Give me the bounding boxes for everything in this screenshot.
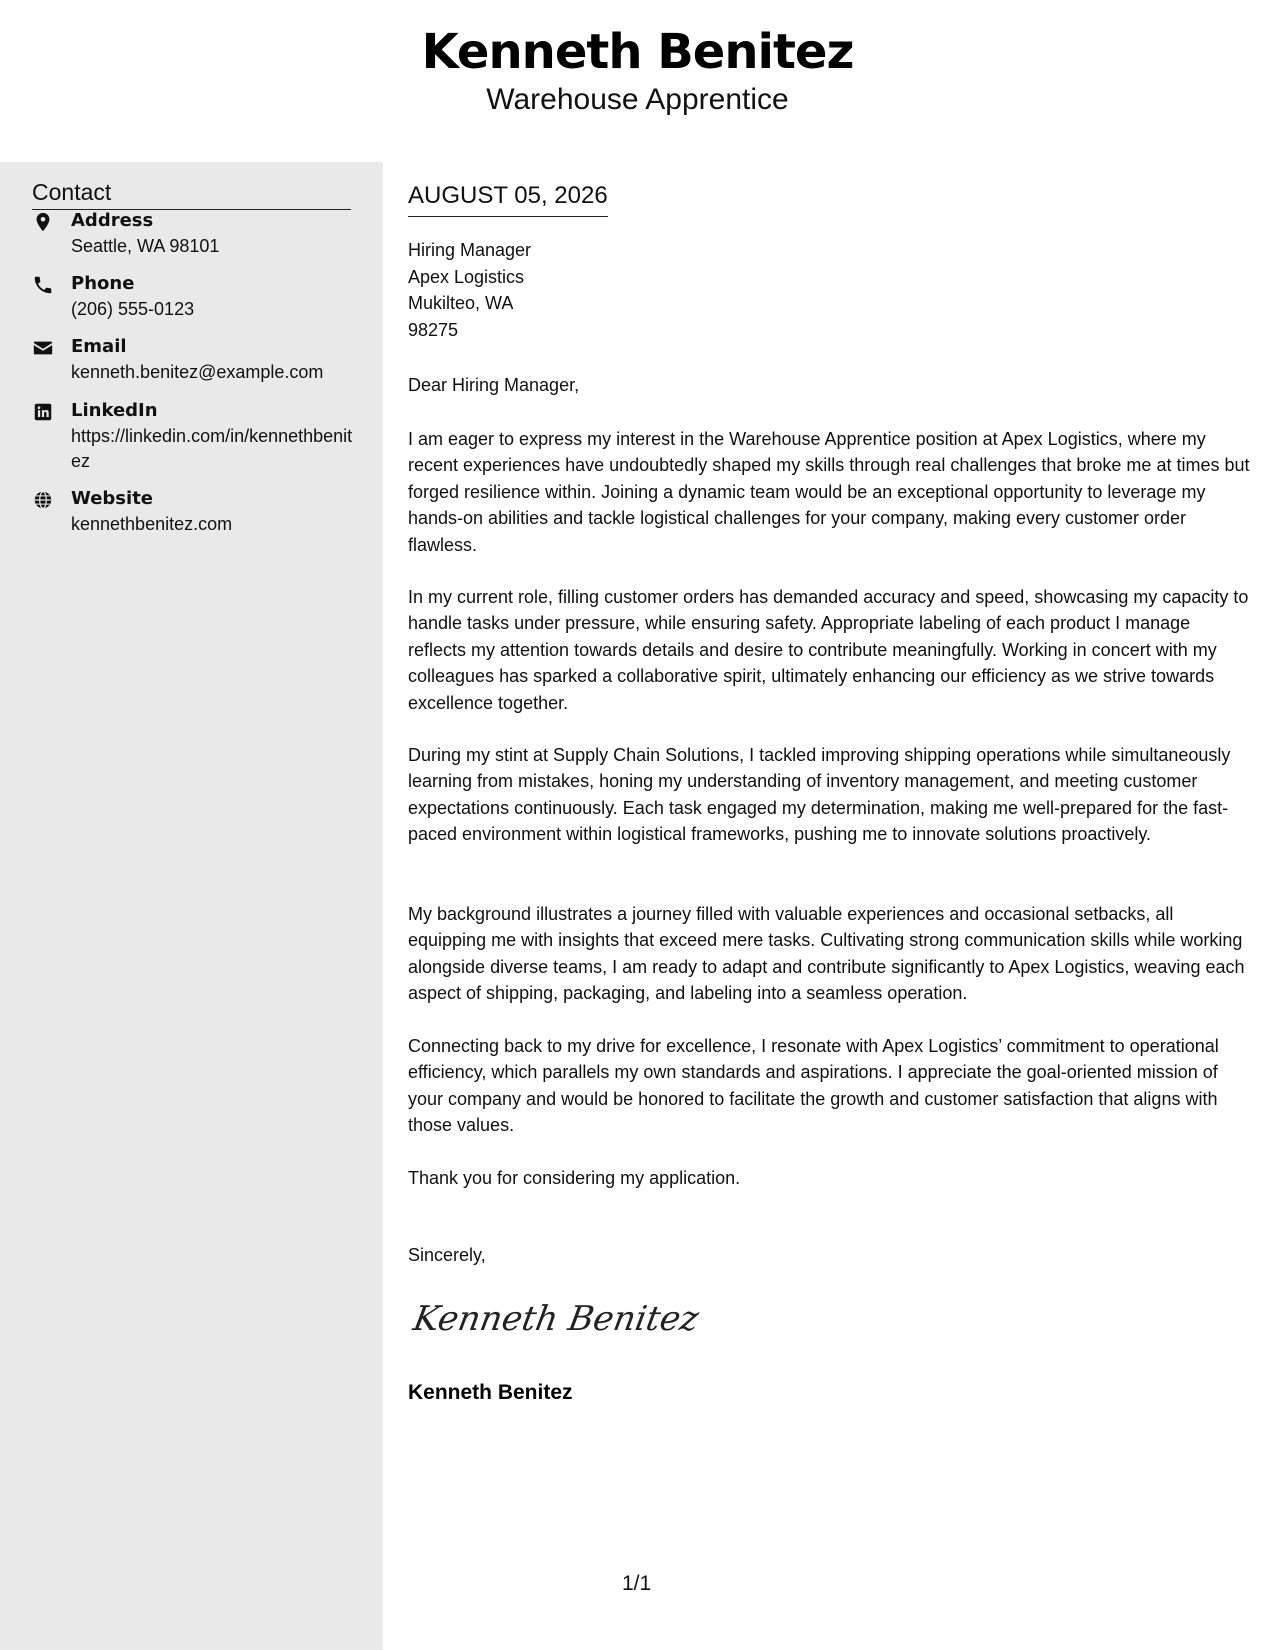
contact-value: kennethbenitez.com	[71, 514, 233, 534]
closing: Sincerely,	[408, 1245, 486, 1265]
contact-value: https://linkedin.com/in/kennethbenitez	[71, 426, 353, 471]
recipient-line: 98275	[408, 319, 459, 340]
contact-label: Website	[71, 488, 154, 509]
body-paragraph: My background illustrates a journey filled with valuable experiences and occasional setbacks, all equipping me with insights that exceed mere tasks. Cultivating strong communication skills while working alongside diverse teams, I am ready to adapt and contribute significantly to Apex Logistics, weaving each aspect of shipping, packaging, and labeling into a seamless operation.	[408, 904, 1245, 1004]
letter-header	[0, 0, 1275, 162]
contact-label: Phone	[71, 273, 135, 294]
contact-value: (206) 555-0123	[71, 299, 195, 319]
contact-item-website	[32, 486, 352, 542]
recipient-line: Mukilteo, WA	[408, 293, 514, 313]
body-paragraph: I am eager to express my interest in the Warehouse Apprentice position at Apex Logistics, where my recent experiences have undoubtedly shaped my skills through real challenges that broke me at times but forged resilience within. Joining a dynamic team would be an exceptional opportunity to leverage my hands-on abilities and tackle logistical challenges for your company, making every customer order flawless.	[408, 429, 1250, 555]
body-paragraph: In my current role, filling customer orders has demanded accuracy and speed, showcasing my capacity to handle tasks under pressure, while ensuring safety. Appropriate labeling of each product I manage reflects my attention towards details and desire to contribute meaningfully. Working in concert with my colleagues has sparked a collaborative spirit, ultimately enhancing our efficiency as we strive towards excellence together.	[408, 587, 1249, 713]
body-paragraph: During my stint at Supply Chain Solutions, I tackled improving shipping operations while simultaneously learning from mistakes, honing my understanding of inventory management, and meeting customer expectations continuously. Each task engaged my determination, making me well-prepared for the fast-paced environment within logistical frameworks, pushing me to innovate solutions proactively.	[408, 745, 1231, 845]
contact-item-linkedin	[32, 398, 352, 478]
contact-item-email	[32, 334, 352, 390]
signature-image	[410, 1284, 702, 1354]
contact-sidebar	[0, 162, 383, 1650]
contact-heading: Contact	[32, 176, 351, 210]
recipient-block	[408, 237, 531, 343]
signer-name: Kenneth Benitez	[408, 1381, 573, 1404]
recipient-line: Hiring Manager	[408, 240, 532, 260]
map-pin-icon	[32, 211, 54, 233]
contact-label: Address	[71, 210, 154, 231]
contact-value: kenneth.benitez@example.com	[71, 362, 324, 382]
contact-item-phone	[32, 271, 352, 327]
letter-date: AUGUST 05, 2026	[408, 180, 608, 217]
linkedin-icon	[32, 401, 54, 423]
body-paragraph: Thank you for considering my application.	[408, 1168, 741, 1188]
contact-item-address	[32, 208, 352, 264]
contact-label: LinkedIn	[71, 400, 158, 421]
phone-icon	[32, 274, 54, 296]
body-paragraph: Connecting back to my drive for excellence, I resonate with Apex Logistics’ commitment to operational efficiency, which parallels my own standards and aspirations. I appreciate the goal-oriented mission of your company and would be honored to facilitate the growth and customer satisfaction that aligns with those values.	[408, 1036, 1219, 1136]
contact-value: Seattle, WA 98101	[71, 236, 220, 256]
applicant-name: Kenneth Benitez	[421, 24, 854, 80]
globe-icon	[32, 489, 54, 511]
signature-text: Kenneth Benitez	[410, 1299, 702, 1339]
page-number: 1/1	[622, 1572, 652, 1595]
job-title: Warehouse Apprentice	[486, 83, 789, 116]
salutation: Dear Hiring Manager,	[408, 375, 580, 395]
recipient-line: Apex Logistics	[408, 266, 525, 287]
contact-label: Email	[71, 336, 127, 357]
envelope-icon	[32, 337, 54, 359]
